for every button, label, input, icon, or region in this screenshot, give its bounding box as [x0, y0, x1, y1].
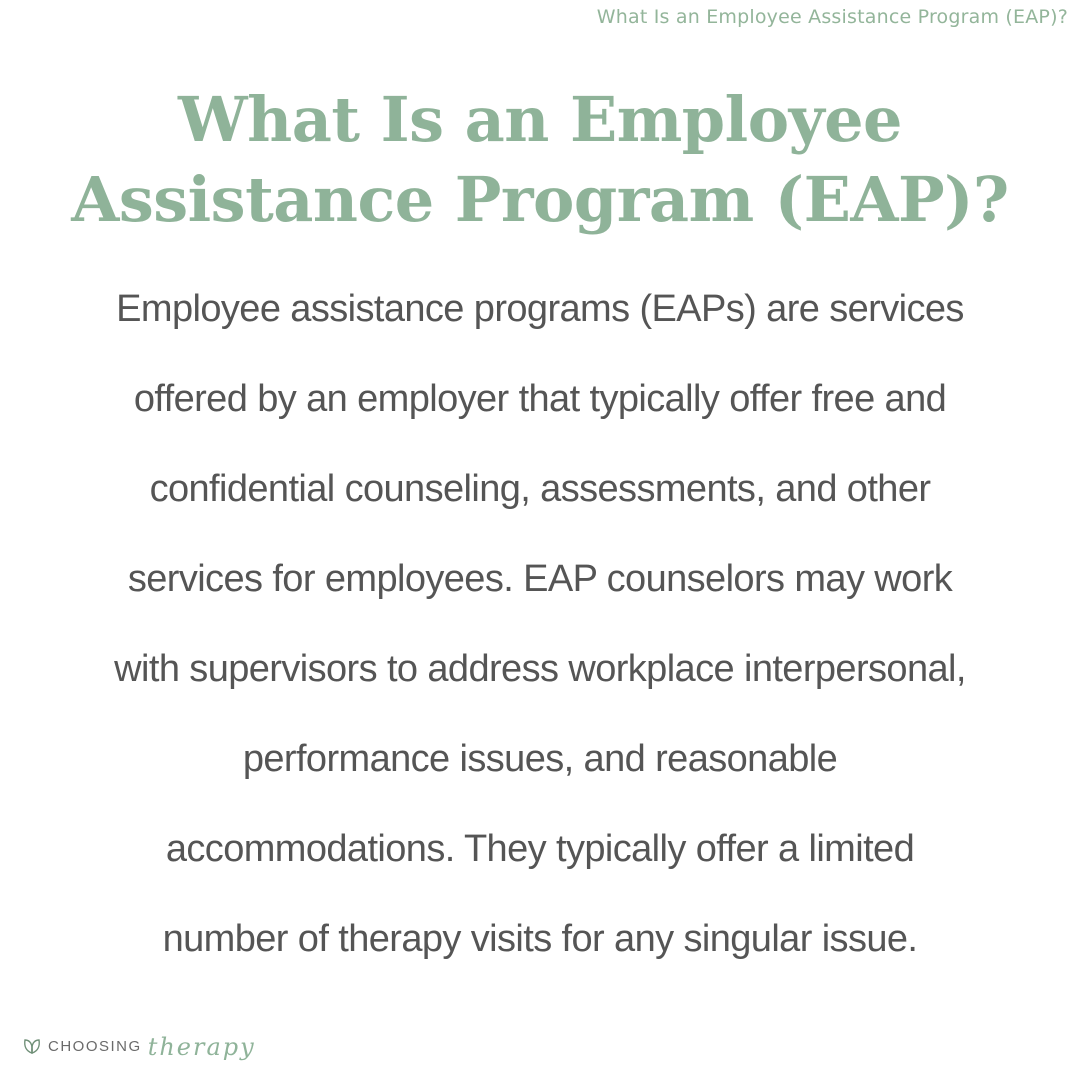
title-line: Assistance Program (EAP)? — [71, 163, 1009, 236]
body-paragraph — [0, 264, 1080, 984]
brand-word-choosing: CHOOSING — [48, 1037, 142, 1055]
body-line: confidential counseling, assessments, and other — [149, 468, 931, 510]
leaf-icon — [22, 1036, 42, 1056]
body-line: Employee assistance programs (EAPs) are services — [116, 288, 964, 330]
body-line: number of therapy visits for any singular issue. — [162, 918, 918, 960]
header-caption: What Is an Employee Assistance Program (EAP)? — [596, 6, 1068, 28]
body-line: services for employees. EAP counselors may work — [127, 558, 953, 600]
title-line: What Is an Employee — [178, 83, 902, 156]
body-line: performance issues, and reasonable — [242, 738, 838, 780]
body-line: with supervisors to address workplace interpersonal, — [114, 648, 966, 690]
page-title — [0, 80, 1080, 240]
body-line: offered by an employer that typically offer free and — [133, 378, 947, 420]
brand-word-therapy: therapy — [147, 1033, 256, 1061]
brand-logo — [22, 1030, 256, 1062]
body-line: accommodations. They typically offer a limited — [165, 828, 915, 870]
